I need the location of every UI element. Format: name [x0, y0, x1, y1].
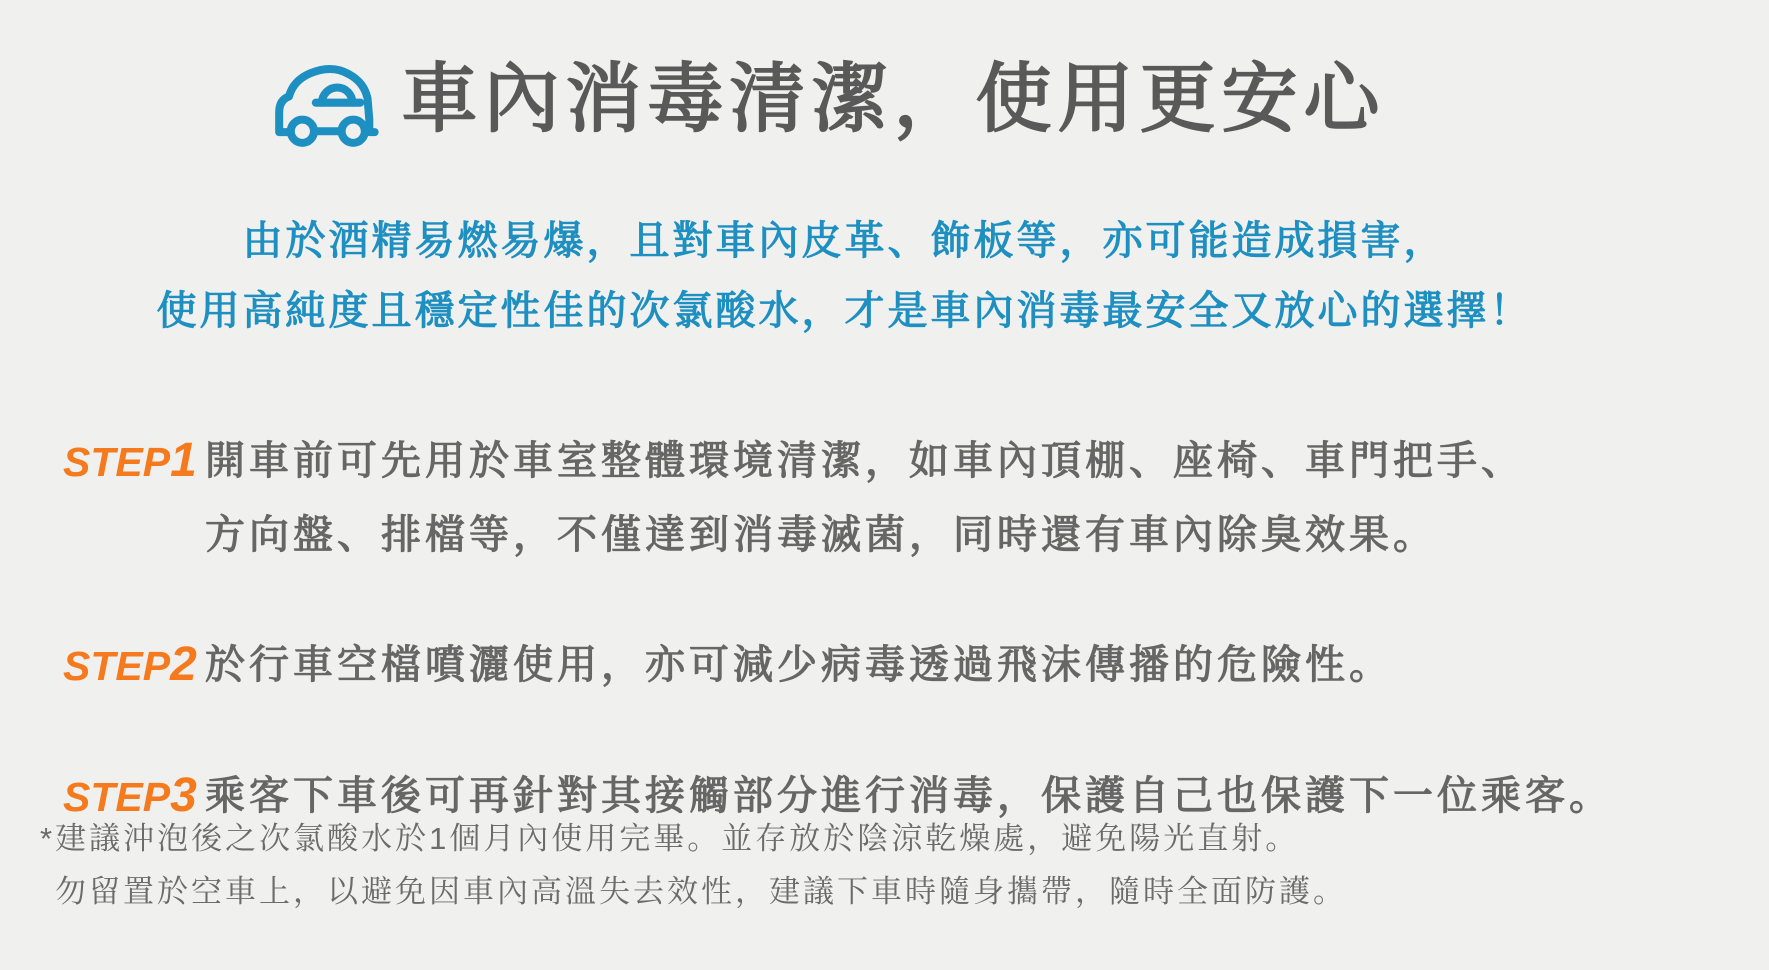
- header: [0, 0, 1649, 148]
- step-1: [63, 424, 1769, 572]
- step-1-label: [63, 424, 205, 499]
- step-2-text: [205, 628, 1393, 702]
- intro-line-1: 由於酒精易燃易爆，且對車內皮革、飾板等，亦可能造成損害，: [242, 219, 1447, 263]
- step-3-label-num: 3: [170, 769, 197, 822]
- intro-text: [0, 206, 1689, 346]
- step-2: [63, 628, 1769, 703]
- step-1-label-num: 1: [170, 434, 197, 487]
- step-2-label-num: 2: [170, 638, 197, 691]
- step-2-label-word: STEP: [63, 643, 171, 689]
- step-1-label-word: STEP: [63, 439, 171, 485]
- intro-line-2: 使用高純度且穩定性佳的次氯酸水，才是車內消毒最安全又放心的選擇！: [156, 289, 1533, 333]
- footnote-line-2: 勿留置於空車上，以避免因車內高溫失去效性，建議下車時隨身攜帶，隨時全面防護。: [55, 874, 1347, 909]
- step-2-text-line-1: 於行車空檔噴灑使用，亦可減少病毒透過飛沫傳播的危險性。: [205, 643, 1393, 687]
- step-1-text: [205, 424, 1525, 572]
- car-icon: [264, 52, 380, 148]
- step-1-text-line-1: 開車前可先用於車室整體環境清潔，如車內頂棚、座椅、車門把手、: [205, 439, 1525, 483]
- page-title: 車內消毒清潔，使用更安心: [401, 57, 1386, 143]
- step-2-label: [63, 628, 205, 703]
- step-3-text-line-1: 乘客下車後可再針對其接觸部分進行消毒，保護自己也保護下一位乘客。: [205, 774, 1613, 818]
- step-3-label-word: STEP: [63, 774, 171, 820]
- footnote-line-1: *建議沖泡後之次氯酸水於1個月內使用完畢。並存放於陰涼乾燥處，避免陽光直射。: [40, 821, 1300, 856]
- step-1-text-line-2: 方向盤、排檔等，不僅達到消毒滅菌，同時還有車內除臭效果。: [205, 513, 1437, 557]
- footnote: [40, 812, 1347, 918]
- steps-list: [0, 424, 1769, 834]
